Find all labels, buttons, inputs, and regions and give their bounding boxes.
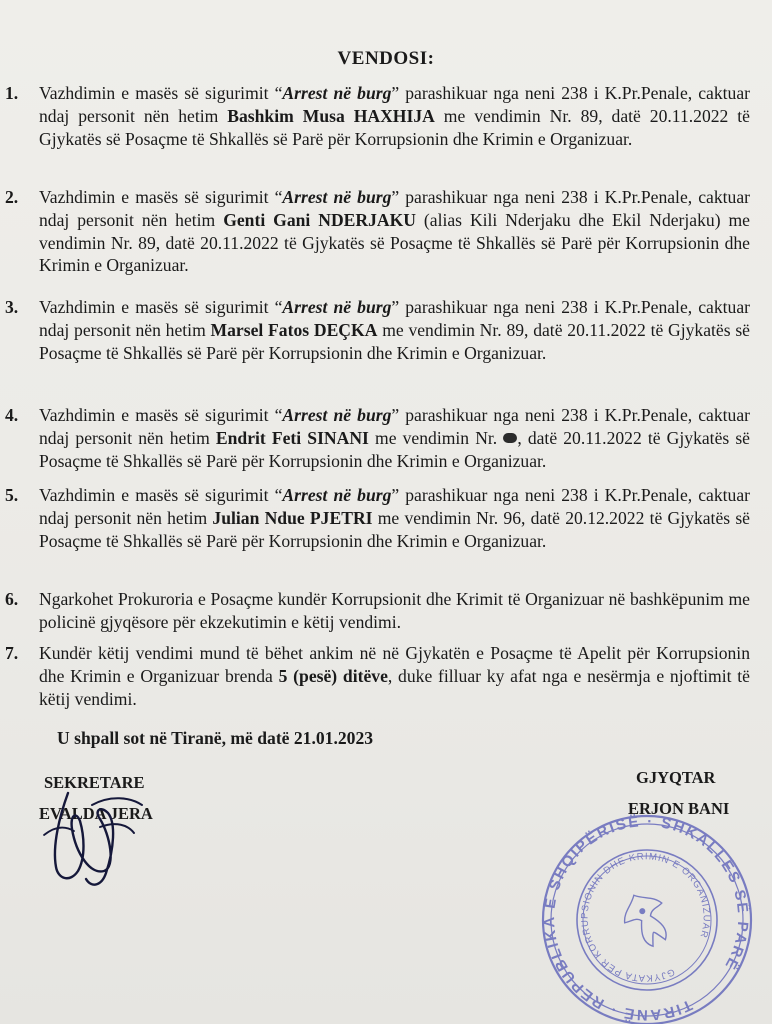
measure-name: Arrest në burg [282, 297, 392, 317]
item-number: 6. [5, 589, 19, 609]
item-number: 2. [5, 187, 19, 207]
svg-text:TIRANË · REPUBLIKA E SHQIPËRIS [532, 810, 762, 1024]
item-text: , duke filluar ky afat nga e nesërmja e njoftimit të këtij vendimi. [39, 665, 750, 709]
person-name: Endrit Feti SINANI [215, 427, 369, 448]
item-number: 1. [5, 83, 19, 103]
item-text: ” parashikuar nga neni 238 i K.Pr.Penale, caktuar ndaj personit nën hetim [39, 187, 750, 230]
measure-name: Arrest në burg [282, 83, 392, 103]
redaction-mark [503, 433, 517, 443]
item-number: 5. [5, 485, 19, 505]
secretary-name: EVALDA JERA [39, 804, 153, 823]
stamp-outer-text: TIRANË · REPUBLIKA E SHQIPËRISË · SHKALLËS SË PARË [540, 813, 752, 1024]
item-text: me vendimin Nr. 89, datë 20.11.2022 të Gjykatës së Posaçme të Shkallës së Parë për Korrupsionin dhe Krimin e Organizuar. [39, 319, 750, 363]
secretary-title: SEKRETARE [44, 773, 145, 792]
item-text: Vazhdimin e masës së sigurimit “ [39, 297, 283, 317]
decision-heading: VENDOSI: [337, 48, 435, 69]
item-text: (alias Kili Nderjaku dhe Ekil Nderjaku) me vendimin Nr. 89, datë 20.11.2022 të Gjykatës së Posaçme të Shkallës së Parë për Korrupsionin dhe Krimin e Organizuar. [39, 209, 750, 276]
item-text: Vazhdimin e masës së sigurimit “ [39, 83, 283, 103]
decision-item-5 [5, 484, 750, 552]
item-number: 3. [5, 297, 19, 317]
item-text: , datë 20.11.2022 të Gjykatës së Posaçme të Shkallës së Parë për Korrupsionin dhe Krimin e Organizuar. [39, 427, 750, 471]
item-text: me vendimin Nr. [368, 427, 504, 448]
item-text: Ngarkohet Prokuroria e Posaçme kundër Korrupsionit dhe Krimit të Organizuar në bashkëpunim me policinë gjyqësore për ekzekutimin e këtij vendimi. [39, 589, 750, 632]
measure-name: Arrest në burg [282, 187, 392, 207]
decision-item-2 [5, 186, 750, 277]
person-name: Genti Gani NDERJAKU [223, 209, 416, 230]
decision-item-3 [5, 296, 750, 364]
item-text: me vendimin Nr. 96, datë 20.12.2022 të Gjykatës së Posaçme të Shkallës së Parë për Korrupsionin dhe Krimin e Organizuar. [39, 507, 750, 551]
decision-item-6 [5, 588, 750, 634]
deadline-text: 5 (pesë) ditëve [278, 665, 388, 686]
item-text: me vendimin Nr. 89, datë 20.11.2022 të Gjykatës së Posaçme të Shkallës së Parë për Korrupsionin dhe Krimin e Organizuar. [39, 105, 750, 149]
person-name: Julian Ndue PJETRI [212, 507, 373, 528]
measure-name: Arrest në burg [282, 405, 392, 425]
decision-item-1 [5, 82, 750, 150]
decision-item-4 [5, 404, 750, 472]
item-text: Vazhdimin e masës së sigurimit “ [39, 187, 283, 207]
item-text: Kundër këtij vendimi mund të bëhet ankim në në Gjykatën e Posaçme të Apelit për Korrupsionin dhe Krimin e Organizuar brenda [39, 643, 750, 686]
judge-name: ERJON BANI [628, 799, 730, 818]
person-name: Marsel Fatos DEÇKA [210, 319, 378, 340]
stamp-inner-text: GJYKATA PËR KORRUPSIONIN DHE KRIMIN E ORGANIZUAR [579, 851, 712, 984]
item-text: Vazhdimin e masës së sigurimit “ [39, 405, 283, 425]
item-number: 7. [5, 643, 19, 663]
announcement-line: U shpall sot në Tiranë, më datë 21.01.2023 [57, 728, 374, 748]
measure-name: Arrest në burg [282, 485, 392, 505]
secretary-signature [30, 775, 170, 895]
item-text: Vazhdimin e masës së sigurimit “ [39, 485, 283, 505]
item-text: ” parashikuar nga neni 238 i K.Pr.Penale, caktuar ndaj personit nën hetim [39, 297, 750, 340]
person-name: Bashkim Musa HAXHIJA [227, 105, 435, 126]
item-number: 4. [5, 405, 19, 425]
court-stamp [532, 810, 762, 1024]
item-text: ” parashikuar nga neni 238 i K.Pr.Penale, caktuar ndaj personit nën hetim [39, 83, 750, 126]
judge-title: GJYQTAR [636, 768, 716, 787]
decision-item-7 [5, 642, 750, 710]
item-text: ” parashikuar nga neni 238 i K.Pr.Penale, caktuar ndaj personit nën hetim [39, 485, 750, 528]
item-text: ” parashikuar nga neni 238 i K.Pr.Penale, caktuar ndaj personit nën hetim [39, 405, 750, 448]
